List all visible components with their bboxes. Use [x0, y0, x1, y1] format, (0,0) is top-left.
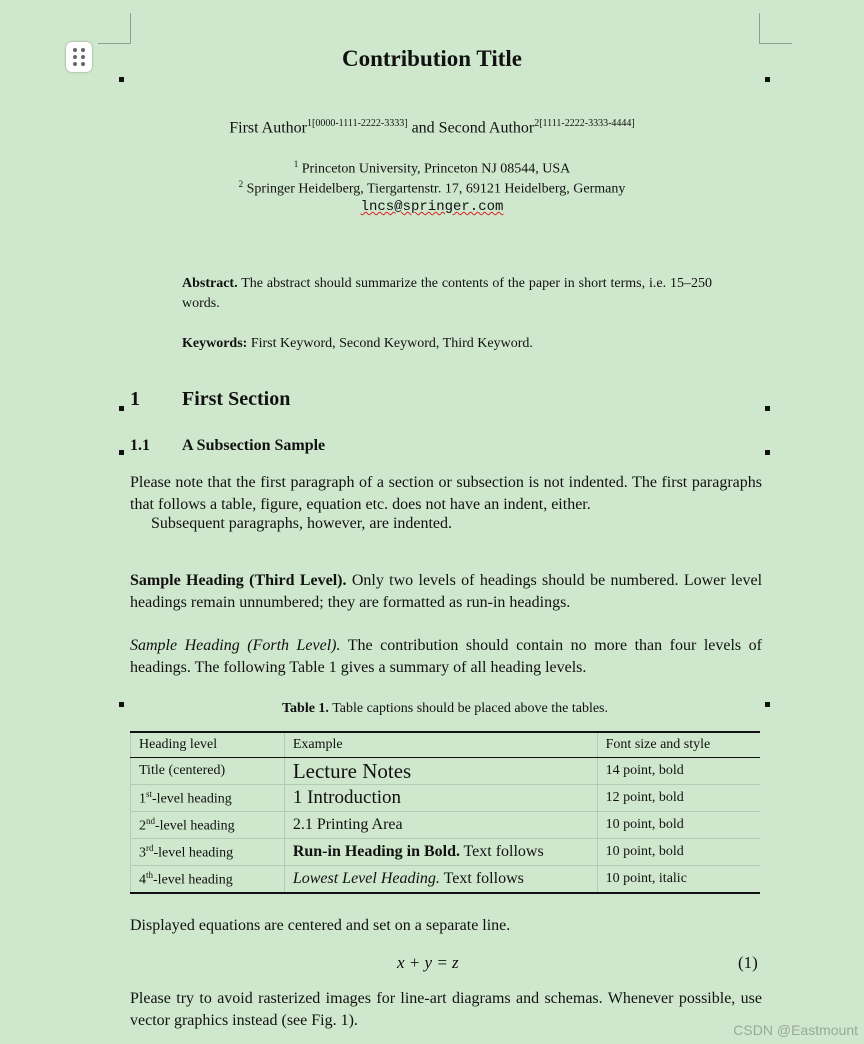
email-line: [0, 199, 864, 215]
affiliation-2-num: 2: [238, 179, 244, 189]
object-handle[interactable]: [765, 77, 770, 82]
affiliation-2-text: Springer Heidelberg, Tiergartenstr. 17, 69121 Heidelberg, Germany: [246, 181, 626, 197]
margin-corner-top-left: [98, 13, 131, 44]
margin-corner-top-right: [759, 13, 792, 44]
subsection-title: A Subsection Sample: [182, 437, 326, 454]
email-address[interactable]: lncs@springer.com: [360, 199, 504, 215]
level-rest: -level heading: [152, 791, 232, 807]
level-sup: st: [146, 788, 153, 799]
level-num: 1: [139, 791, 146, 807]
first-author: First Author: [229, 119, 308, 137]
second-author-orcid: 2[1111-2222-3333-4444]: [534, 118, 635, 129]
keywords-text: First Keyword, Second Keyword, Third Keyword.: [250, 336, 533, 351]
table-caption: [0, 701, 864, 717]
example-italic: Lowest Level Heading.: [292, 870, 440, 887]
second-author: Second Author: [438, 119, 535, 137]
example-rest: Text follows: [443, 870, 524, 887]
author-line: [0, 118, 864, 137]
table-cell-example: 2.1 Printing Area: [284, 812, 597, 839]
level-num: 3: [139, 845, 146, 861]
level-num: 4: [139, 872, 146, 888]
table-cell-style: 10 point, italic: [597, 866, 760, 894]
paragraph-3-text: Only two levels of headings should be numbered. Lower level headings remain unnumbered; they are formatted as run-in headings.: [130, 572, 763, 611]
table-header-cell: Font size and style: [597, 732, 760, 758]
level-sup: nd: [146, 815, 155, 826]
table-header-cell: Example: [284, 732, 597, 758]
object-handle[interactable]: [765, 406, 770, 411]
table-cell-style: 10 point, bold: [597, 812, 760, 839]
affiliation-1-num: 1: [293, 159, 299, 169]
table-header-row: [131, 732, 761, 758]
paragraph-3: [130, 570, 762, 614]
paragraph-6: Please try to avoid rasterized images for line-art diagrams and schemas. Whenever possible, use vector graphics instead (see Fig. 1).: [130, 990, 762, 1029]
table-cell-level: [131, 839, 285, 866]
table-cell-style: 12 point, bold: [597, 785, 760, 812]
page-title: Contribution Title: [342, 46, 522, 71]
table-cell-example: [284, 839, 597, 866]
object-handle[interactable]: [119, 77, 124, 82]
table-cell-example: 1 Introduction: [284, 785, 597, 812]
object-handle[interactable]: [765, 450, 770, 455]
section-title: First Section: [182, 388, 291, 410]
subsection-number: 1.1: [130, 437, 150, 454]
section-number: 1: [130, 388, 140, 410]
keywords: [182, 334, 712, 354]
table-header-cell: Heading level: [131, 732, 285, 758]
table-caption-text: Table captions should be placed above the tables.: [332, 701, 609, 716]
table-cell-style: 14 point, bold: [597, 758, 760, 785]
table-cell-example: [284, 866, 597, 894]
table-row: [131, 812, 761, 839]
object-handle[interactable]: [119, 406, 124, 411]
keywords-label: Keywords:: [182, 336, 248, 351]
author-and: and: [411, 119, 435, 137]
affiliation-1-text: Princeton University, Princeton NJ 08544, USA: [301, 161, 571, 177]
table-caption-label: Table 1.: [281, 701, 329, 716]
abstract-text: The abstract should summarize the contents of the paper in short terms, i.e. 15–250 words.: [182, 276, 712, 311]
level-sup: th: [146, 869, 154, 880]
table-row: [131, 866, 761, 894]
table-row: [131, 758, 761, 785]
example-rest: Text follows: [463, 843, 544, 860]
level-sup: rd: [146, 842, 154, 853]
heading-levels-table: [130, 731, 760, 894]
paragraph-4: [130, 635, 762, 679]
table-row: [131, 785, 761, 812]
paragraph-2: Subsequent paragraphs, however, are indented.: [151, 515, 453, 532]
equation-number: (1): [738, 953, 758, 972]
table-cell-example: Lecture Notes: [284, 758, 597, 785]
paragraph-5: Displayed equations are centered and set on a separate line.: [130, 917, 511, 934]
affiliation-1: [0, 159, 864, 178]
level-rest: -level heading: [155, 818, 235, 834]
example-bold: Run-in Heading in Bold.: [292, 843, 460, 860]
affiliation-2: [0, 179, 864, 198]
first-author-orcid: 1[0000-1111-2222-3333]: [307, 118, 408, 129]
fourth-level-heading: Sample Heading (Forth Level).: [130, 637, 341, 654]
table-cell-level: Title (centered): [131, 758, 285, 785]
equation: x + y = z: [397, 953, 459, 972]
third-level-heading: Sample Heading (Third Level).: [130, 572, 347, 589]
table-cell-level: [131, 812, 285, 839]
watermark: CSDN @Eastmount: [733, 1022, 858, 1038]
paragraph-4-text: The contribution should contain no more than four levels of headings. The following Table 1 gives a summary of all heading levels.: [130, 637, 763, 676]
table-row: [131, 839, 761, 866]
table-cell-level: [131, 866, 285, 894]
level-rest: -level heading: [153, 872, 233, 888]
paragraph-1: Please note that the first paragraph of a section or subsection is not indented. The first paragraphs that follows a table, figure, equation etc. does not have an indent, either.: [130, 474, 762, 513]
level-rest: -level heading: [153, 845, 234, 861]
object-handle[interactable]: [119, 450, 124, 455]
level-num: 2: [139, 818, 146, 834]
abstract: [182, 274, 712, 314]
abstract-label: Abstract.: [182, 276, 238, 291]
table-cell-level: [131, 785, 285, 812]
table-cell-style: 10 point, bold: [597, 839, 760, 866]
